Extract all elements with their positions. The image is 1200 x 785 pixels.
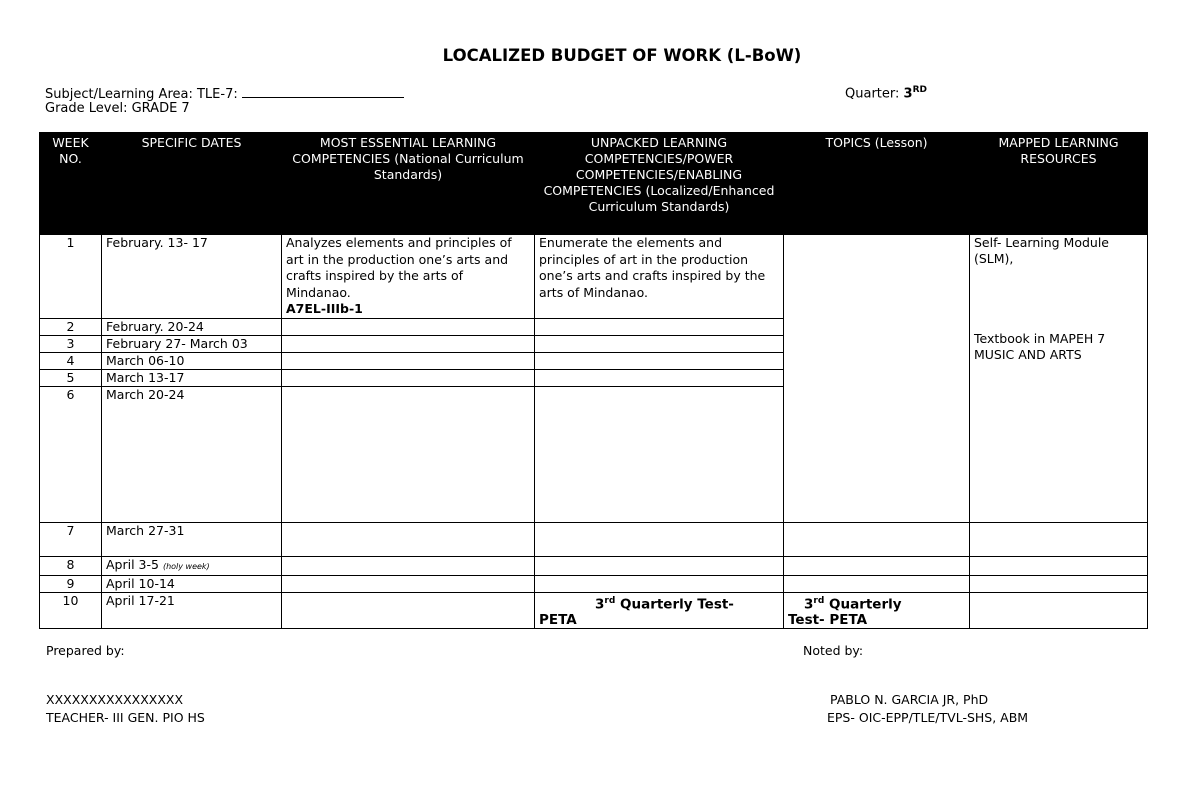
quarterly-test-topics-line2: Test- PETA	[788, 612, 868, 628]
melc-cell	[282, 575, 535, 592]
week-dates: April 17-21	[102, 592, 282, 629]
resource-slm: Self- Learning Module (SLM),	[974, 235, 1109, 266]
quarterly-test-topics-line1: 3rd Quarterly	[804, 595, 902, 612]
resources-cell	[970, 235, 1148, 523]
header-topics: TOPICS (Lesson)	[784, 133, 970, 235]
week-no: 9	[40, 575, 102, 592]
week-dates: March 27-31	[102, 522, 282, 556]
week-dates: April 10-14	[102, 575, 282, 592]
header-week-no: WEEK NO.	[40, 133, 102, 235]
week-no: 7	[40, 522, 102, 556]
unpacked-cell	[535, 335, 784, 352]
unpacked-cell: Enumerate the elements and principles of art in the production one’s arts and crafts inspired by the arts of Mindanao.	[535, 235, 784, 319]
resources-cell	[970, 575, 1148, 592]
topics-cell	[784, 556, 970, 575]
week-no: 6	[40, 386, 102, 522]
week-dates	[102, 556, 282, 575]
melc-cell	[282, 318, 535, 335]
quarterly-test-line2: PETA	[539, 612, 577, 628]
week-no: 8	[40, 556, 102, 575]
quarterly-test-unpacked	[535, 592, 784, 629]
table-row	[40, 575, 1148, 592]
holy-week-note: (holy week)	[162, 561, 210, 571]
week-dates: March 13-17	[102, 369, 282, 386]
melc-cell	[282, 235, 535, 319]
resources-cell	[970, 556, 1148, 575]
preparer-name: XXXXXXXXXXXXXXXX	[46, 692, 184, 707]
week-no: 2	[40, 318, 102, 335]
week-dates: February. 20-24	[102, 318, 282, 335]
resources-cell	[970, 592, 1148, 629]
week-no: 10	[40, 592, 102, 629]
week-dates: February 27- March 03	[102, 335, 282, 352]
melc-cell	[282, 369, 535, 386]
melc-cell	[282, 592, 535, 629]
week-no: 5	[40, 369, 102, 386]
melc-cell	[282, 352, 535, 369]
unpacked-cell	[535, 369, 784, 386]
melc-cell	[282, 335, 535, 352]
preparer-title: TEACHER- III GEN. PIO HS	[46, 710, 205, 725]
unpacked-cell	[535, 575, 784, 592]
noted-by-label: Noted by:	[803, 643, 864, 658]
table-row	[40, 522, 1148, 556]
table-header-row	[40, 133, 1148, 235]
unpacked-cell	[535, 522, 784, 556]
week-no: 4	[40, 352, 102, 369]
resource-textbook: Textbook in MAPEH 7 MUSIC AND ARTS	[974, 331, 1106, 362]
header-specific-dates: SPECIFIC DATES	[102, 133, 282, 235]
unpacked-cell	[535, 386, 784, 522]
quarterly-test-line1: 3rd Quarterly Test-	[595, 595, 734, 612]
noter-name: PABLO N. GARCIA JR, PhD	[830, 692, 989, 707]
week-dates: March 20-24	[102, 386, 282, 522]
week-dates: February. 13- 17	[102, 235, 282, 319]
week-dates-text: April 3-5	[106, 556, 159, 572]
topics-cell	[784, 575, 970, 592]
melc-cell	[282, 556, 535, 575]
table-row	[40, 592, 1148, 629]
resources-cell	[970, 522, 1148, 556]
quarter-line	[845, 85, 927, 101]
week-dates: March 06-10	[102, 352, 282, 369]
budget-of-work-table	[39, 132, 1148, 629]
week-no: 3	[40, 335, 102, 352]
quarter-suffix: RD	[912, 85, 927, 95]
melc-cell	[282, 522, 535, 556]
quarterly-test-topics	[784, 592, 970, 629]
topics-cell	[784, 522, 970, 556]
unpacked-cell	[535, 318, 784, 335]
quarter-label: Quarter:	[845, 86, 900, 102]
melc-text: Analyzes elements and principles of art in the production one’s arts and crafts inspired by the arts of Mindanao.	[286, 235, 512, 300]
table-row	[40, 556, 1148, 575]
noter-title: EPS- OIC-EPP/TLE/TVL-SHS, ABM	[827, 710, 1029, 725]
topics-cell	[784, 235, 970, 523]
prepared-by-label: Prepared by:	[46, 643, 125, 658]
week-no: 1	[40, 235, 102, 319]
grade-level: Grade Level: GRADE 7	[45, 101, 190, 116]
subject-blank	[242, 85, 404, 98]
table-row	[40, 235, 1148, 319]
subject-label: Subject/Learning Area: TLE-7:	[45, 87, 238, 102]
document-title: LOCALIZED BUDGET OF WORK (L-BoW)	[442, 46, 802, 65]
melc-code: A7EL-IIIb-1	[286, 301, 363, 316]
header-melc: MOST ESSENTIAL LEARNING COMPETENCIES (National Curriculum Standards)	[282, 133, 535, 235]
header-resources: MAPPED LEARNING RESOURCES	[970, 133, 1148, 235]
unpacked-cell	[535, 352, 784, 369]
unpacked-cell	[535, 556, 784, 575]
melc-cell	[282, 386, 535, 522]
subject-line	[45, 85, 404, 102]
quarter-value: 3	[903, 86, 913, 102]
header-unpacked: UNPACKED LEARNING COMPETENCIES/POWER COMPETENCIES/ENABLING COMPETENCIES (Localized/Enhanced Curriculum Standards)	[535, 133, 784, 235]
